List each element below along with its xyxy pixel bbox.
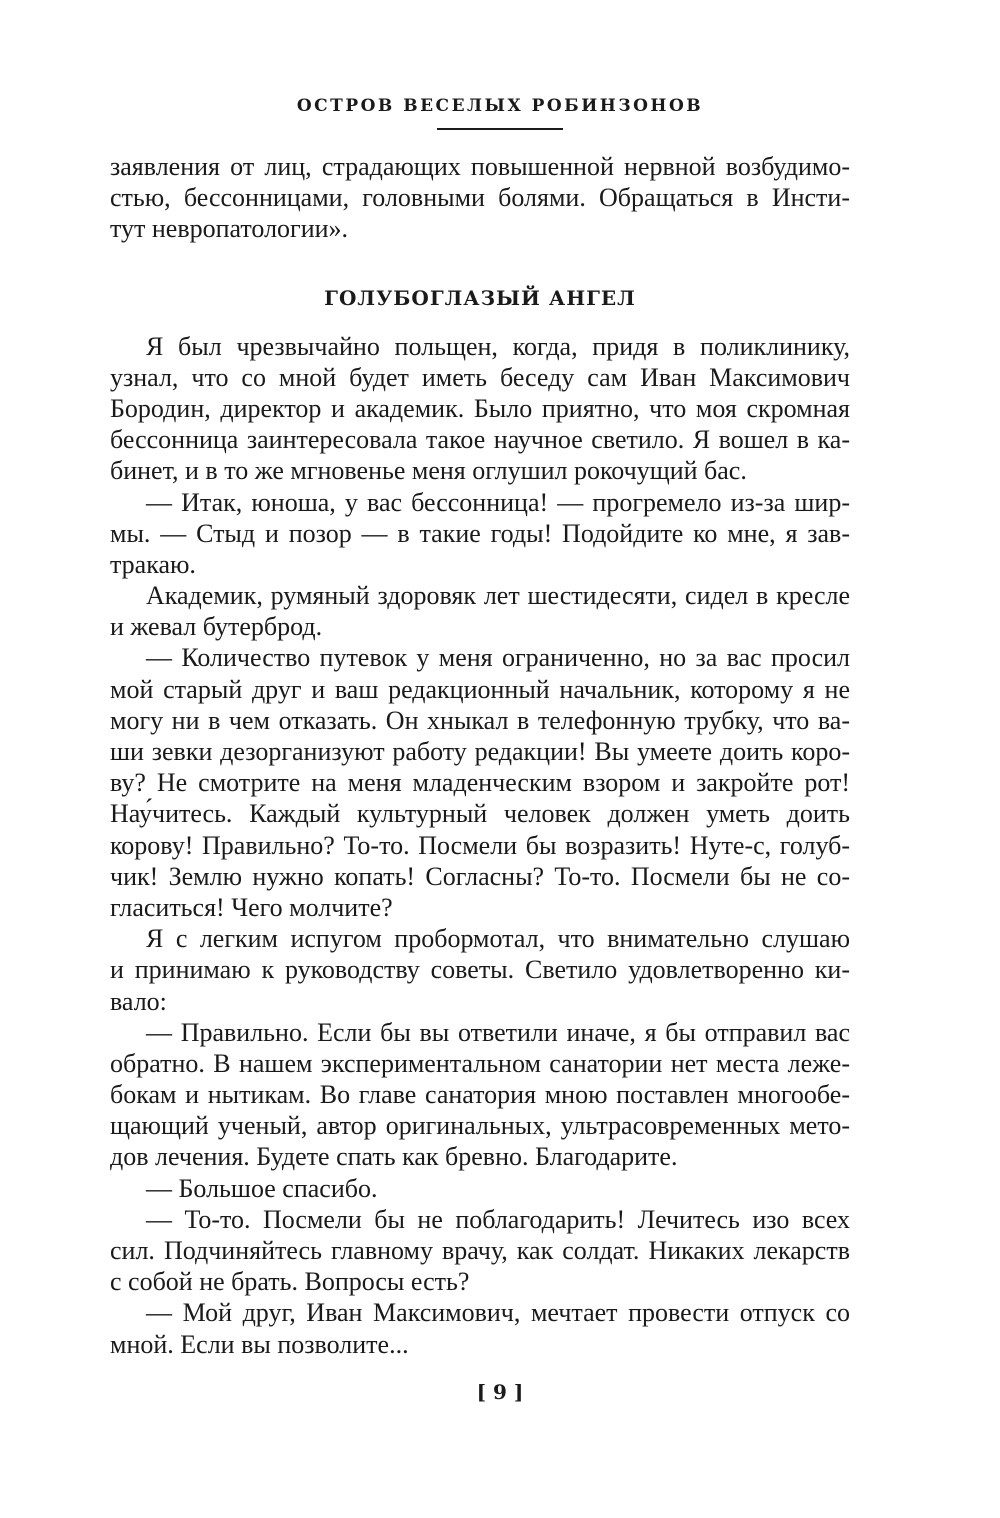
text-line: стью, бессонницами, головными болями. Обращаться в Инсти-: [110, 183, 850, 213]
text-line: мой старый друг и ваш редакционный начальник, которому я не: [110, 674, 850, 704]
text-line: гласиться! Чего молчите?: [110, 892, 393, 922]
text-line: сил. Подчиняйтесь главному врачу, как солдат. Никаких лекарств: [110, 1236, 850, 1265]
text-line: и жевал бутерброд.: [110, 612, 323, 642]
text-line: обратно. В нашем экспериментальном санатории нет места леже-: [110, 1048, 850, 1078]
text-line: бинет, и в то же мгновенье меня оглушил рокочущий бас.: [110, 456, 747, 486]
text-line: узнал, что со мной будет иметь беседу сам Иван Максимович: [110, 362, 850, 392]
text-line: мной. Если вы позволите...: [110, 1329, 409, 1359]
text-line: дов лечения. Будете спать как бревно. Благодарите.: [110, 1142, 678, 1172]
text-line: вало:: [110, 986, 167, 1016]
text-line: корову! Правильно? То-то. Посмели бы возразить! Нуте-с, голуб-: [110, 830, 850, 860]
text-line: — Правильно. Если бы вы ответили иначе, я бы отправил вас: [146, 1017, 850, 1047]
running-head-rule: [437, 128, 563, 130]
running-head: ОСТРОВ ВЕСЕЛЫХ РОБИНЗОНОВ: [296, 96, 704, 116]
text-line: ши зевки дезорганизуют работу редакции! Вы умеете доить коро-: [110, 737, 850, 766]
text-line: тракаю.: [110, 549, 196, 579]
text-line: Академик, румяный здоровяк лет шестидесяти, сидел в кресле: [146, 581, 850, 611]
text-line: — Мой друг, Иван Максимович, мечтает провести отпуск со: [146, 1298, 850, 1328]
page-number: [ 9 ]: [476, 1380, 524, 1404]
text-line: Нау́читесь. Каждый культурный человек должен уметь доить: [110, 799, 850, 829]
page-text: [110, 151, 850, 1360]
text-line: мы. — Стыд и позор — в такие годы! Подойдите ко мне, я зав-: [110, 518, 850, 548]
text-line: Я был чрезвычайно польщен, когда, придя в поликлинику,: [146, 331, 850, 361]
text-line: чик! Землю нужно копать! Согласны? То-то. Посмели бы не со-: [110, 861, 850, 891]
chapter-title: ГОЛУБОГЛАЗЫЙ АНГЕЛ: [324, 285, 636, 310]
text-line: бокам и нытикам. Во главе санатория мною поставлен многообе-: [110, 1080, 850, 1110]
text-line: — Большое спасибо.: [146, 1173, 378, 1203]
text-line: могу ни в чем отказать. Он хныкал в телефонную трубку, что ва-: [110, 705, 850, 735]
text-line: — Итак, юноша, у вас бессонница! — прогремело из-за шир-: [146, 487, 850, 517]
text-line: Я с легким испугом пробормотал, что внимательно слушаю: [146, 924, 850, 954]
text-line: щающий ученый, автор оригинальных, ультрасовременных мето-: [110, 1111, 850, 1141]
text-line: заявления от лиц, страдающих повышенной нервной возбудимо-: [110, 152, 850, 181]
text-line: и принимаю к руководству советы. Светило удовлетворенно ки-: [110, 955, 850, 985]
text-line: ву? Не смотрите на меня младенческим взором и закройте рот!: [110, 768, 850, 798]
text-line: — То-то. Посмели бы не поблагодарить! Лечитесь изо всех: [146, 1204, 850, 1234]
text-line: — Количество путевок у меня ограниченно, но за вас просил: [146, 643, 850, 673]
text-line: бессонница заинтересовала такое научное светило. Я вошел в ка-: [110, 425, 850, 455]
text-line: с собой не брать. Вопросы есть?: [110, 1267, 470, 1297]
text-line: Бородин, директор и академик. Было приятно, что моя скромная: [110, 393, 850, 423]
text-line: тут невропатологии».: [110, 214, 349, 244]
